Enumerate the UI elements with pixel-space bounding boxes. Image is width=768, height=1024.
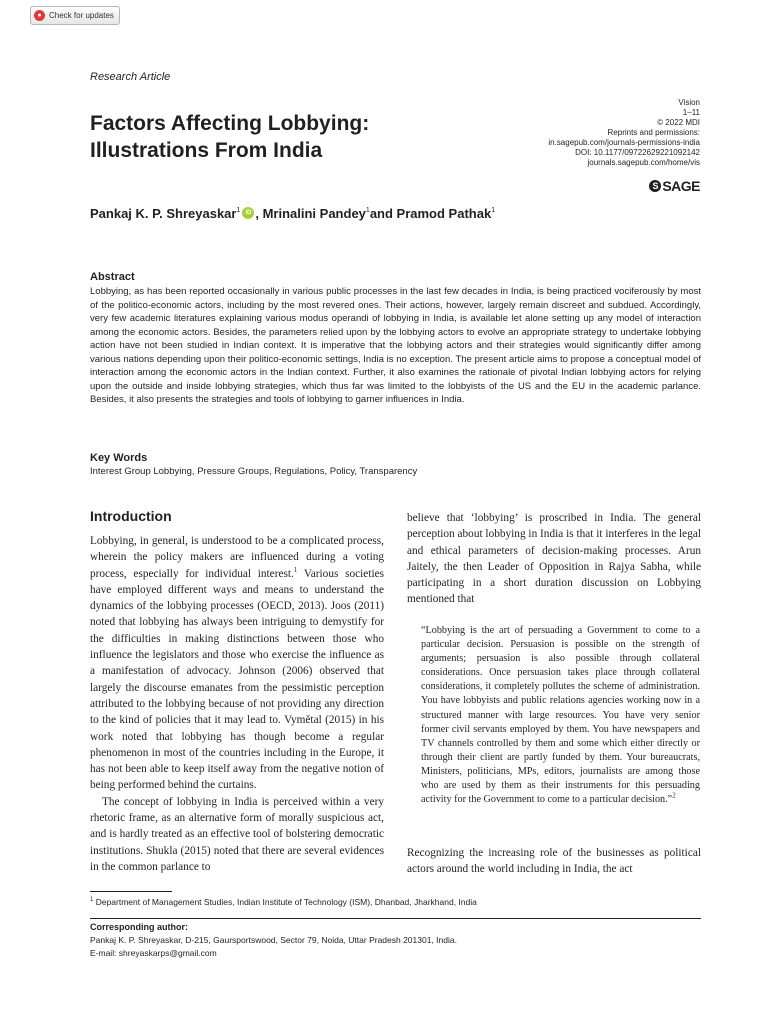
check-for-updates-button[interactable] bbox=[30, 6, 120, 25]
body-paragraph: believe that ‘lobbying’ is proscribed in India. The general perception about lobbying in India is that it interferes in the legal and ethical parameters of decision-making processes. Arun Jaitely, the then Leader of Opposition in Rajya Sabha, while participating in a short duration discussion on Lobbying mentioned that bbox=[407, 512, 701, 606]
corresponding-author-heading: Corresponding author: bbox=[90, 922, 188, 932]
article-title bbox=[90, 110, 430, 164]
paragraph-text: Lobbying, in general, is understood to be a complicated process, wherein the policy makers are influenced during a voting process, especially for individual interest. bbox=[90, 535, 384, 580]
body-column-left bbox=[90, 533, 384, 875]
footnote-divider bbox=[90, 891, 172, 892]
author-list bbox=[90, 206, 495, 221]
orcid-icon[interactable]: iD bbox=[242, 207, 254, 219]
update-badge-icon: ● bbox=[34, 10, 45, 21]
title-line-1: Factors Affecting Lobbying: bbox=[90, 112, 370, 135]
journal-meta bbox=[470, 98, 700, 168]
doi[interactable]: DOI: 10.1177/09722629221092142 bbox=[575, 148, 700, 157]
permissions-link[interactable]: in.sagepub.com/journals-permissions-india bbox=[548, 138, 700, 147]
keywords-heading: Key Words bbox=[90, 452, 148, 464]
body-paragraph: The concept of lobbying in India is perceived within a very rhetoric frame, as an alternative form of morally suspicious act, and is hardly treated as an effective tool of bolstering democratic institutions. Shukla (2015) noted that there are several evidences in the common parlance to bbox=[90, 795, 384, 873]
author-name: and Pramod Pathak bbox=[369, 206, 492, 221]
keywords-text: Interest Group Lobbying, Pressure Groups, Regulations, Policy, Transparency bbox=[90, 466, 418, 477]
copyright: © 2022 MDI bbox=[657, 118, 700, 127]
check-for-updates-label: Check for updates bbox=[49, 11, 114, 20]
footnote-text: Department of Management Studies, Indian Institute of Technology (ISM), Dhanbad, Jharkhand, India bbox=[93, 897, 477, 907]
affiliation-marker: 1 bbox=[365, 207, 370, 214]
title-line-2: Illustrations From India bbox=[90, 139, 323, 162]
footnote-reference[interactable]: 1 bbox=[293, 565, 298, 574]
author-name: Pankaj K. P. Shreyaskar bbox=[90, 206, 237, 221]
publisher-logo bbox=[649, 178, 700, 194]
affiliation-marker: 1 bbox=[236, 207, 241, 214]
publisher-name: SAGE bbox=[662, 178, 700, 194]
author-name: , Mrinalini Pandey bbox=[255, 206, 366, 221]
body-paragraph: Recognizing the increasing role of the businesses as political actors around the world including in India, the act bbox=[407, 847, 701, 876]
correspondence-divider bbox=[90, 918, 701, 919]
reprints-label: Reprints and permissions: bbox=[607, 128, 700, 137]
body-paragraph bbox=[90, 533, 384, 794]
block-quote bbox=[421, 624, 700, 807]
footnote-reference[interactable]: 2 bbox=[672, 791, 676, 800]
footnote-marker: 1 bbox=[90, 897, 94, 904]
quote-text: “Lobbying is the art of persuading a Government to come to a particular decision. Persuasion is possible on the strength of arguments; persuasion is also possible through collateral considerations. Once persuasion takes place through collateral considerations, it completely pollutes the scheme of administration. You have lobbyists and public relations agencies working now in a structured manner with large resources. You have very senior former civil servants employed by them. You have newspapers and TV channels controlled by them and some which either directly or through their client are partly funded by them. Your bureaucrats, Ministers, politicians, MPs, editors, journalists are among those who are used by them as their instruments for this persuading activity for the Government to come to a particular decision.” bbox=[421, 625, 700, 806]
corresponding-author-email[interactable]: E-mail: shreyaskarps@gmail.com bbox=[90, 948, 217, 958]
affiliation-footnote bbox=[90, 897, 477, 907]
sage-logo-icon: S bbox=[649, 180, 661, 192]
corresponding-author-address: Pankaj K. P. Shreyaskar, D-215, Gaursportswood, Sector 79, Noida, Uttar Pradesh 201301, India. bbox=[90, 935, 457, 945]
affiliation-marker: 1 bbox=[491, 207, 496, 214]
abstract-heading: Abstract bbox=[90, 271, 135, 283]
journal-homepage-link[interactable]: journals.sagepub.com/home/vis bbox=[587, 158, 700, 167]
page-range: 1–11 bbox=[682, 108, 700, 117]
abstract-text: Lobbying, as has been reported occasionally in various public processes in the last few decades in India, is being practiced vociferously by most of the politico-economic actors, including by the most revered ones. Their actions, however, largely remain discreet and subdued. Accordingly, very few academic literatures explaining various modus operandi of lobbying in India, is available let alone setting up any model of interaction among the economic actors. Besides, the parameters relied upon by the lobbying actors to evolve an appropriate strategy to undertake lobbying action have not been studied in Indian context. It is imperative that the lobbying actors and their strategies would significantly differ among various nations depending upon their politico-economic settings, India is no exception. The present article aims to propose a conceptual model of interaction among the economic actors in the Indian context. Further, it also examines the rationale of pivotal Indian lobbying actors for relying upon the outside and inside lobbying strategies, which thus far was limited to the lobbyists of the US and the EU in the academic parlance. Besides, it also presents the strategies and tools of lobbying to garner influences in India. bbox=[90, 286, 701, 405]
article-type: Research Article bbox=[90, 71, 171, 83]
paragraph-text: Various societies have employed different ways and means to understand the dynamics of the lobbying processes (OECD, 2013). Joos (2011) noted that lobbying has always been intriguing to demystify for the difficulties in making distinctions between those who influence the legislators and those who exercise the influence as a manifestation of advocacy. Johnson (2006) observed that largely the discourse emanates from the pessimistic perception attributed to the lobbying because of not providing any direction to the kind of policies that it may lead to. Vymětal (2015) in his work noted that lobbying has though become a regular phenomenon in most of the countries including in the Europe, it has not been able to keep itself away from the negative notion of being performed behind the curtains. bbox=[90, 567, 385, 792]
introduction-heading: Introduction bbox=[90, 508, 172, 524]
journal-name: Vision bbox=[678, 98, 700, 107]
